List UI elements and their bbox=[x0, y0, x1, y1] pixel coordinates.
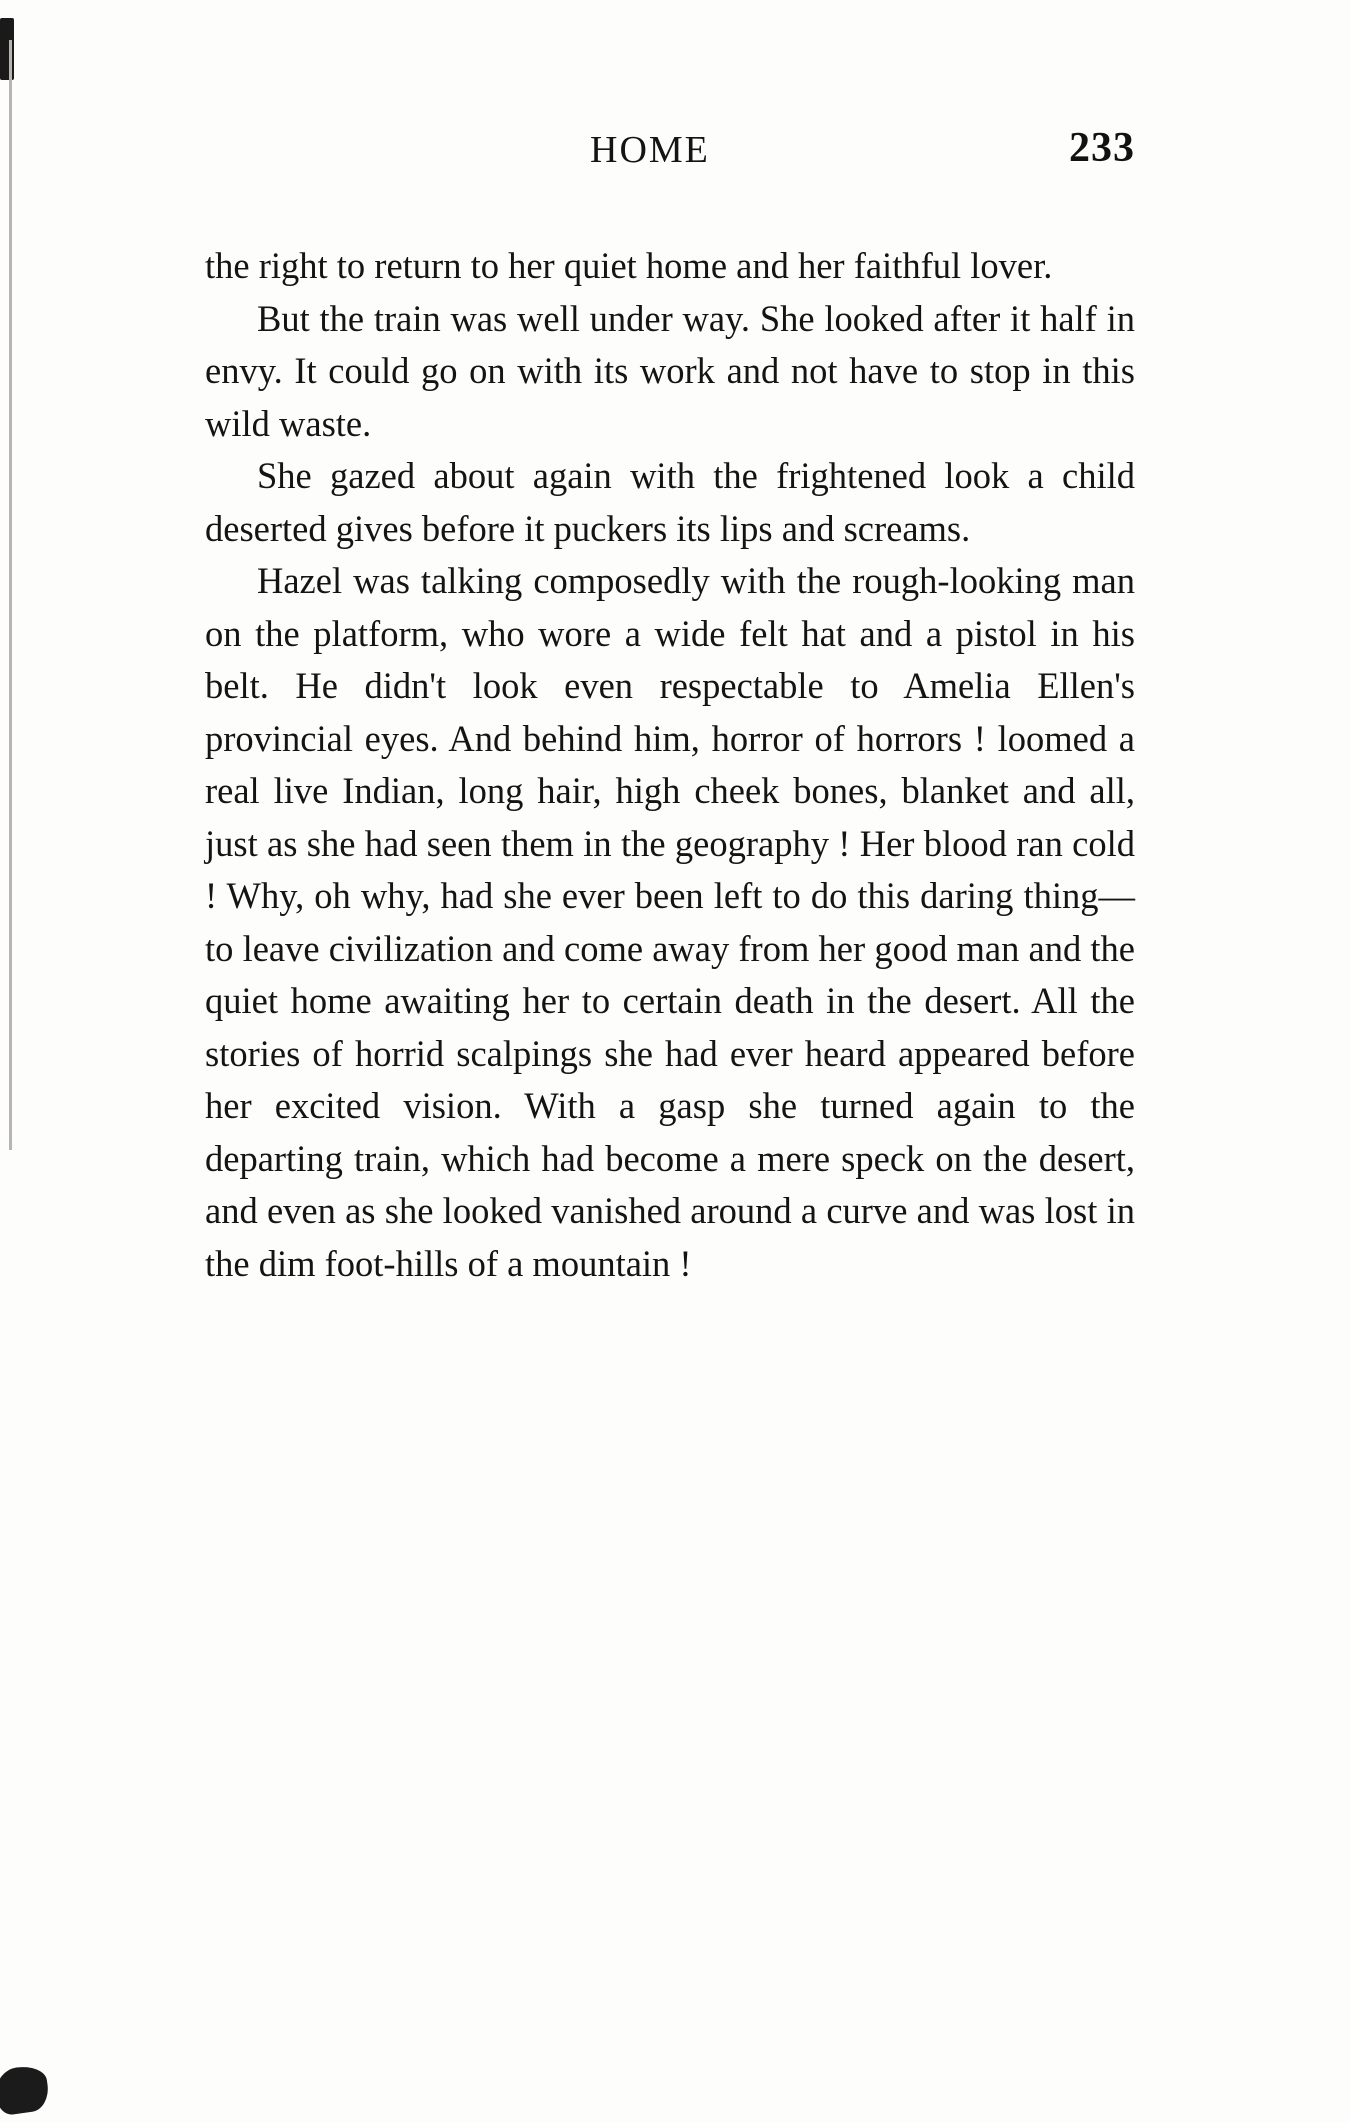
paragraph: the right to return to her quiet home and her faithful lover. bbox=[205, 245, 1053, 286]
page-number: 233 bbox=[1069, 125, 1135, 171]
scan-artifact-edge-line bbox=[9, 40, 12, 1150]
paragraph: She gazed about again with the frightened look a child deserted gives before it puckers its lips and screams. bbox=[205, 455, 1135, 549]
page-content bbox=[205, 125, 1135, 1290]
paragraph: But the train was well under way. She looked after it half in envy. It could go on with its work and not have to stop in this wild waste. bbox=[205, 297, 1135, 444]
page-header bbox=[205, 125, 1135, 198]
body-text bbox=[205, 240, 1135, 1290]
running-head: HOME bbox=[590, 129, 710, 171]
scan-artifact-bottom bbox=[0, 2064, 51, 2117]
paragraph: Hazel was talking composedly with the rough-looking man on the platform, who wore a wide felt hat and a pistol in his belt. He didn't look even respectable to Amelia Ellen's provincial eyes. And behind him, horror of horrors ! loomed a real live Indian, long hair, high cheek bones, blanket and all, just as she had seen them in the geography ! Her blood ran cold ! Why, oh why, had she ever been left to do this daring thing—to leave civilization and come away from her good man and the quiet home awaiting her to certain death in the desert. All the stories of horrid scalpings she had ever heard appeared before her excited vision. With a gasp she turned again to the departing train, which had become a mere speck on the desert, and even as she looked vanished around a curve and was lost in the dim foot-hills of a mountain ! bbox=[205, 560, 1135, 1284]
